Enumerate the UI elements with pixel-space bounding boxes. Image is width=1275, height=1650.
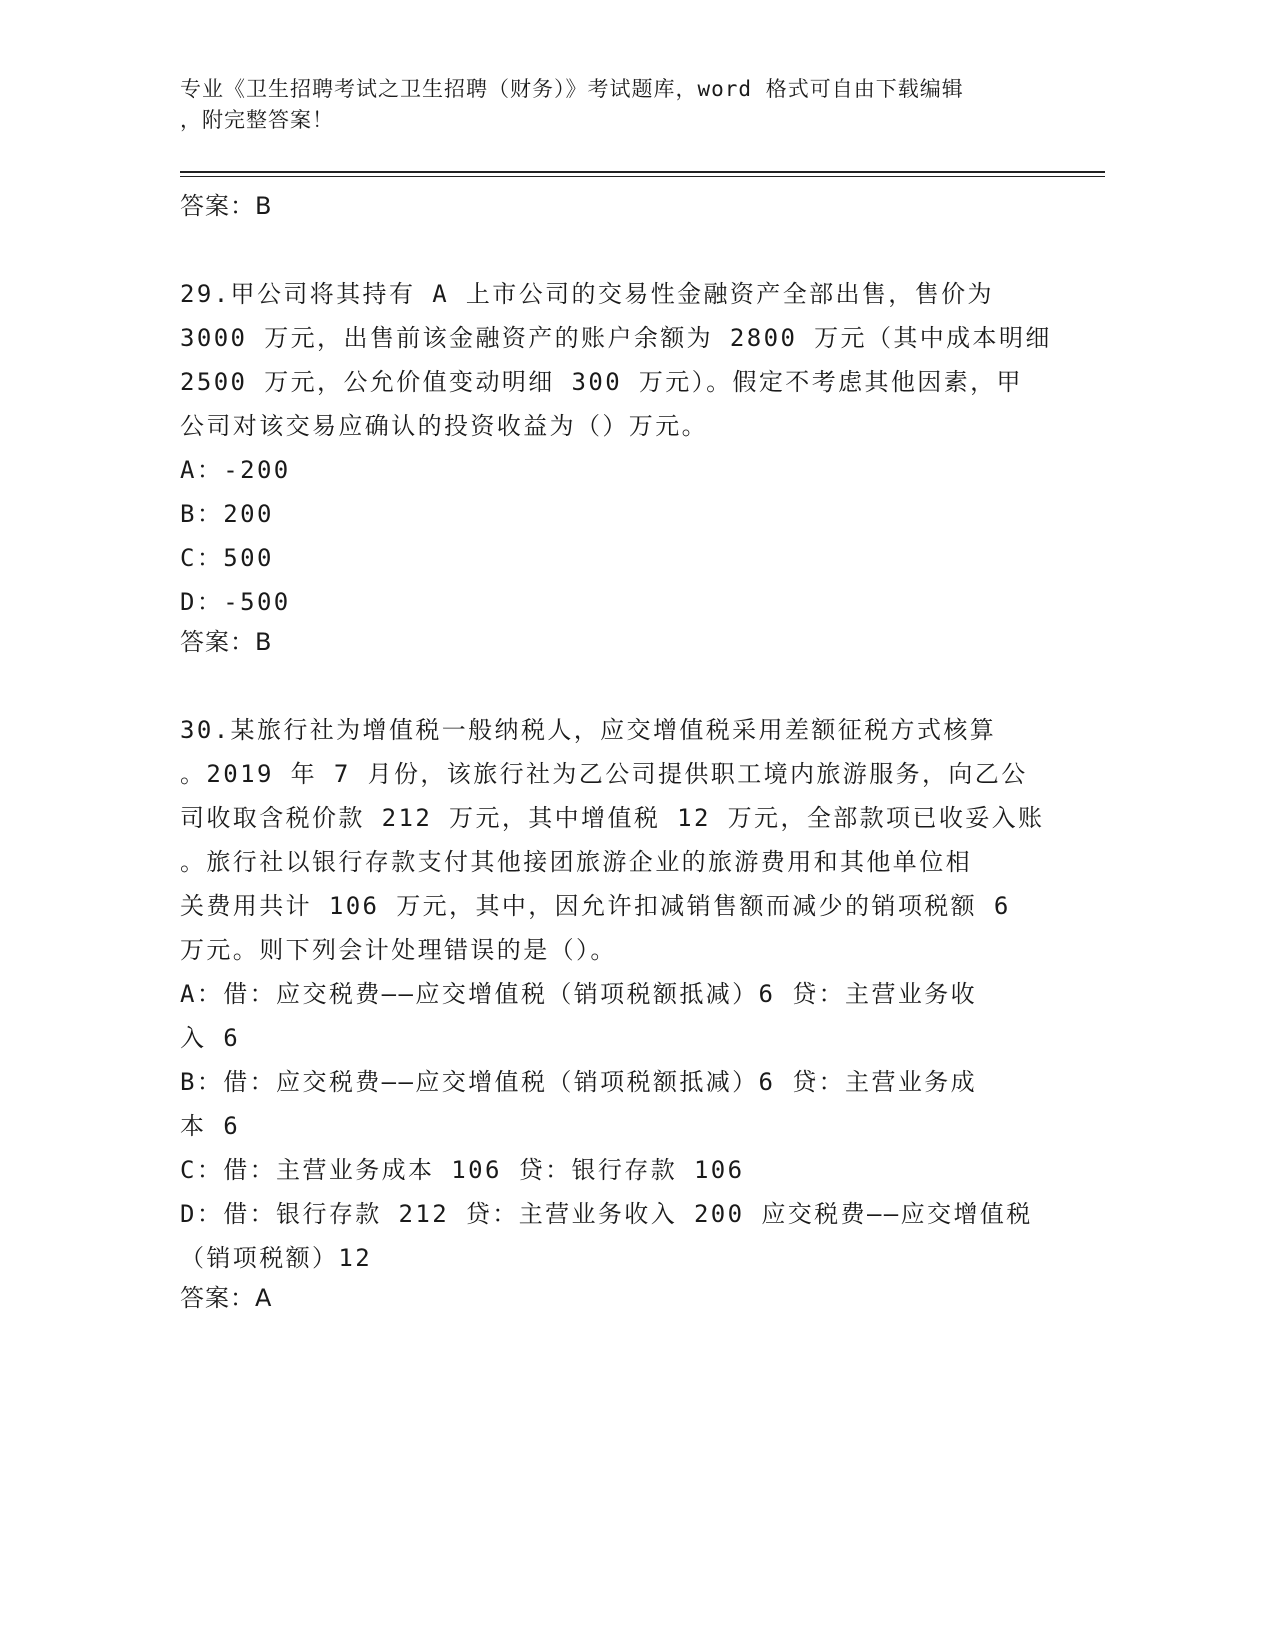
q29-text-line: 公司对该交易应确认的投资收益为（）万元。 (180, 412, 708, 440)
q30-text-line: 万元。则下列会计处理错误的是（）。 (180, 936, 617, 964)
document-header (180, 74, 1060, 136)
q29-option-d: D：-500 (180, 588, 291, 616)
q30-text-line: 关费用共计 106 万元，其中，因允许扣减销售额而减少的销项税额 6 (180, 892, 1011, 920)
q30-text-line: 司收取含税价款 212 万元，其中增值税 12 万元，全部款项已收妥入账 (180, 804, 1045, 832)
q30-text-line: 。2019 年 7 月份，该旅行社为乙公司提供职工境内旅游服务，向乙公 (180, 760, 1028, 788)
q30-text-line: 。旅行社以银行存款支付其他接团旅游企业的旅游费用和其他单位相 (180, 848, 972, 876)
header-line-2: ，附完整答案！ (180, 108, 334, 132)
q29-text-line: 3000 万元，出售前该金融资产的账户余额为 2800 万元（其中成本明细 (180, 324, 1052, 352)
q30-option-a: A：借：应交税费——应交增值税（销项税额抵减）6 贷：主营业务收 (180, 980, 978, 1008)
q30-option-b: B：借：应交税费——应交增值税（销项税额抵减）6 贷：主营业务成 (180, 1068, 978, 1096)
previous-answer: 答案：B (180, 192, 273, 220)
q29-option-c: C：500 (180, 544, 274, 572)
q30-option-c: C：借：主营业务成本 106 贷：银行存款 106 (180, 1156, 745, 1184)
q30-option-d: D：借：银行存款 212 贷：主营业务收入 200 应交税费——应交增值税 (180, 1200, 1033, 1228)
q30-option-a-cont: 入 6 (180, 1024, 241, 1052)
q29-text-line: 2500 万元，公允价值变动明细 300 万元）。假定不考虑其他因素，甲 (180, 368, 1023, 396)
q29-option-a: A：-200 (180, 456, 291, 484)
header-divider-thin (180, 176, 1105, 177)
header-divider-thick (180, 171, 1105, 173)
q29-option-b: B：200 (180, 500, 274, 528)
q29-text-line: 29.甲公司将其持有 A 上市公司的交易性金融资产全部出售，售价为 (180, 280, 994, 308)
q29-answer: 答案：B (180, 628, 273, 656)
q30-option-d-cont: （销项税额）12 (180, 1244, 373, 1272)
q30-answer: 答案：A (180, 1284, 273, 1312)
q30-option-b-cont: 本 6 (180, 1112, 241, 1140)
header-line-1: 专业《卫生招聘考试之卫生招聘（财务）》考试题库，word 格式可自由下载编辑 (180, 77, 964, 101)
q30-text-line: 30.某旅行社为增值税一般纳税人，应交增值税采用差额征税方式核算 (180, 716, 997, 744)
